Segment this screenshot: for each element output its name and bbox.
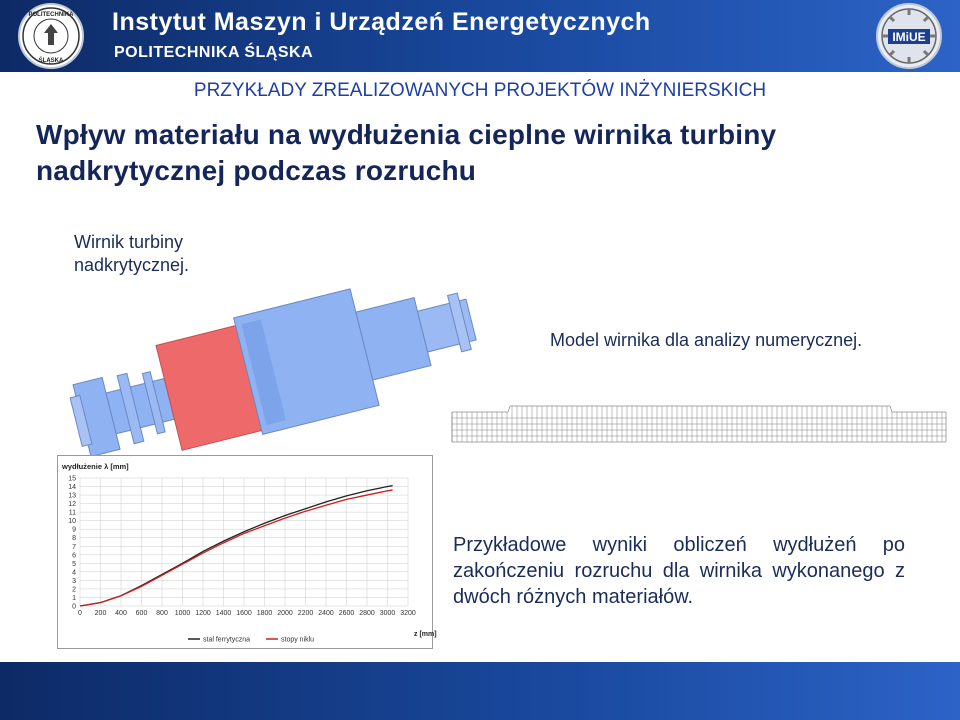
legend-label: stopy niklu: [281, 636, 315, 644]
x-tick-label: 400: [115, 610, 127, 617]
x-tick-label: 3000: [379, 610, 396, 617]
imiue-logo-icon: [876, 3, 942, 69]
university-name: POLITECHNIKA ŚLĄSKA: [114, 44, 314, 61]
y-tick-label: 11: [68, 509, 76, 517]
university-seal-icon: [18, 3, 84, 69]
x-tick-label: 1400: [215, 610, 232, 617]
y-tick-label: 14: [68, 484, 76, 492]
x-tick-label: 2400: [318, 610, 334, 617]
x-tick-label: 2600: [338, 610, 355, 617]
y-axis-label: wydłużenie λ [mm]: [62, 462, 129, 471]
legend-label: stal ferrytyczna: [203, 636, 251, 644]
x-tick-label: 600: [135, 610, 148, 617]
svg-text:ŚLĄSKA: ŚLĄSKA: [38, 58, 64, 64]
y-tick-label: 4: [72, 569, 76, 577]
x-tick-label: 1600: [236, 610, 252, 617]
x-axis-label: z [mm]: [414, 631, 437, 638]
y-tick-label: 3: [72, 577, 76, 585]
results-caption: Przykładowe wyniki obliczeń wydłużeń po zakończeniu rozruchu dla wirnika wykonanego z dwóch różnych materiałów.: [453, 534, 905, 608]
y-tick-label: 2: [72, 586, 76, 594]
chart-legend: [188, 637, 314, 644]
fem-mesh-image: [448, 382, 950, 446]
page-title: Wpływ materiału na wydłużenia cieplne wirnika turbiny nadkrytycznej podczas rozruchu: [36, 119, 777, 186]
x-tick-label: 1000: [174, 610, 191, 617]
x-tick-label: 1200: [195, 610, 211, 617]
institute-title: Instytut Maszyn i Urządzeń Energetycznych: [112, 8, 651, 36]
y-tick-label: 15: [68, 475, 76, 483]
y-tick-label: 12: [68, 501, 76, 509]
header-bar: [0, 0, 960, 72]
y-tick-label: 6: [72, 552, 76, 560]
x-tick-label: 2000: [277, 610, 293, 617]
y-tick-label: 5: [72, 560, 76, 568]
footer-bar: [0, 662, 960, 720]
y-tick-label: 13: [68, 492, 76, 500]
model-caption: Model wirnika dla analizy numerycznej.: [550, 330, 863, 350]
rotor-caption: Wirnik turbiny nadkrytycznej.: [74, 232, 190, 275]
section-title: PRZYKŁADY ZREALIZOWANYCH PROJEKTÓW INŻYNIERSKICH: [193, 80, 767, 101]
y-tick-label: 9: [72, 526, 76, 534]
rotor-3d-image: [60, 248, 490, 448]
x-tick-label: 0: [78, 610, 82, 617]
svg-text:POLITECHNIKA: POLITECHNIKA: [28, 12, 74, 18]
x-tick-label: 2800: [359, 610, 375, 617]
elongation-chart: [57, 455, 437, 649]
y-tick-label: 0: [72, 603, 76, 611]
y-tick-label: 7: [72, 543, 76, 551]
x-tick-label: 3200: [400, 610, 416, 617]
x-tick-label: 2200: [297, 610, 314, 617]
y-tick-label: 1: [72, 594, 76, 602]
series-line-1: [80, 490, 393, 606]
x-tick-label: 1800: [256, 610, 273, 617]
x-tick-label: 800: [156, 610, 168, 617]
chart-svg: [58, 456, 437, 650]
y-tick-label: 10: [68, 518, 76, 526]
y-tick-label: 8: [72, 535, 76, 543]
svg-text:IMiUE: IMiUE: [892, 30, 926, 44]
x-tick-label: 200: [94, 610, 107, 617]
